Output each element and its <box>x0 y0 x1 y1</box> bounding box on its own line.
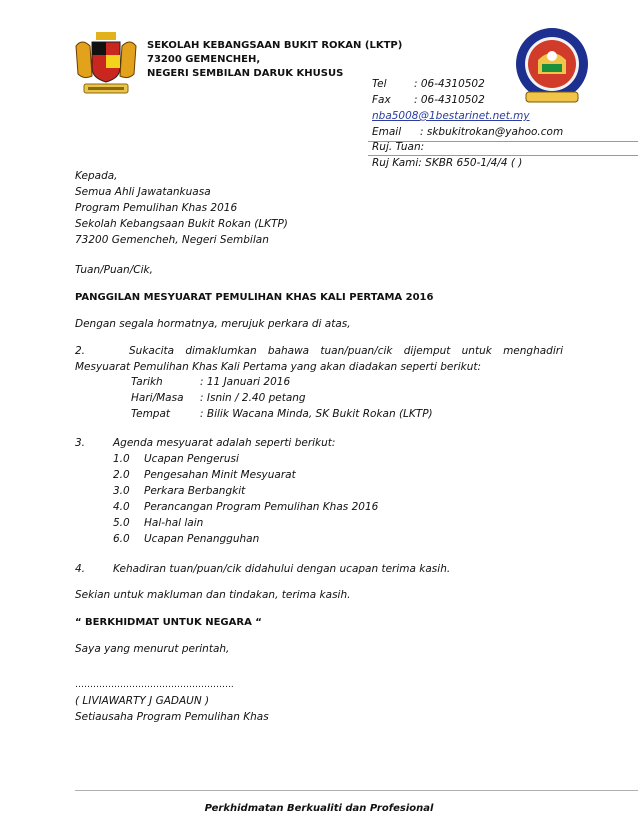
state-coat-of-arms-icon <box>72 30 140 100</box>
letter-subject: PANGGILAN MESYUARAT PEMULIHAN KHAS KALI PERTAMA 2016 <box>75 292 434 303</box>
fax-value: : 06-4310502 <box>414 94 485 106</box>
tel-label: Tel <box>372 78 387 90</box>
detail-hari-masa-value: : Isnin / 2.40 petang <box>200 392 306 404</box>
recipient-line-2: Semua Ahli Jawatankuasa <box>75 186 211 198</box>
agenda-item: Hal-hal lain <box>144 517 204 529</box>
salutation: Tuan/Puan/Cik, <box>75 264 153 276</box>
recipient-line-3: Program Pemulihan Khas 2016 <box>75 202 238 214</box>
motto: “ BERKHIDMAT UNTUK NEGARA “ <box>75 617 262 628</box>
footer <box>0 796 638 815</box>
signatory-title: Setiausaha Program Pemulihan Khas <box>75 711 269 723</box>
recipient-kepada: Kepada, <box>75 170 118 182</box>
ruj-tuan: Ruj. Tuan: <box>372 141 425 153</box>
agenda-item: Ucapan Penangguhan <box>144 533 260 545</box>
tel-value: : 06-4310502 <box>414 78 485 90</box>
signatory-name: ( LIVIAWARTY J GADAUN ) <box>75 695 210 707</box>
paragraph-3-text: Agenda mesyuarat adalah seperti berikut: <box>113 437 336 449</box>
paragraph-4-number: 4. <box>75 563 86 575</box>
paragraph-2-number: 2. <box>75 345 86 357</box>
paragraph-3-number: 3. <box>75 437 86 449</box>
fax-label: Fax <box>372 94 391 106</box>
recipient-line-5: 73200 Gemencheh, Negeri Sembilan <box>75 234 269 246</box>
agenda-no: 3.0 <box>113 485 130 497</box>
agenda-item: Ucapan Pengerusi <box>144 453 239 465</box>
signoff: Saya yang menurut perintah, <box>75 643 230 655</box>
recipient-line-4: Sekolah Kebangsaan Bukit Rokan (LKTP) <box>75 218 288 230</box>
closing-line: Sekian untuk makluman dan tindakan, terima kasih. <box>75 589 351 601</box>
agenda-no: 6.0 <box>113 533 130 545</box>
email-link-bestarinet[interactable]: nba5008@1bestarinet.net.my <box>372 110 530 122</box>
agenda-no: 1.0 <box>113 453 130 465</box>
school-name: SEKOLAH KEBANGSAAN BUKIT ROKAN (LKTP) <box>147 40 403 51</box>
opening-line: Dengan segala hormatnya, merujuk perkara di atas, <box>75 318 351 330</box>
school-postcode-town: 73200 GEMENCHEH, <box>147 54 261 65</box>
paragraph-2 <box>75 343 563 375</box>
school-crest-icon <box>514 26 590 108</box>
footer-text: Perkhidmatan Berkualiti dan Profesional <box>204 803 434 814</box>
agenda-item: Pengesahan Minit Mesyuarat <box>144 469 296 481</box>
detail-hari-masa-label: Hari/Masa <box>131 392 184 404</box>
detail-tarikh-value: : 11 Januari 2016 <box>200 376 291 388</box>
ruj-kami: Ruj Kami: SKBR 650-1/4/4 ( ) <box>372 157 523 169</box>
header-rule-2 <box>368 155 638 156</box>
email-label: Email <box>372 126 402 138</box>
signature-line: …………………………………………….. <box>75 680 234 690</box>
school-state: NEGERI SEMBILAN DARUK KHUSUS <box>147 68 344 79</box>
detail-tempat-value: : Bilik Wacana Minda, SK Bukit Rokan (LKTP) <box>200 408 433 420</box>
agenda-item: Perancangan Program Pemulihan Khas 2016 <box>144 501 379 513</box>
paragraph-2-text: Sukacita dimaklumkan bahawa tuan/puan/cik dijemput untuk menghadiri Mesyuarat Pemulihan Khas Kali Pertama yang akan diadakan seperti berikut: <box>75 345 563 373</box>
detail-tempat-label: Tempat <box>131 408 171 420</box>
detail-tarikh-label: Tarikh <box>131 376 163 388</box>
agenda-item: Perkara Berbangkit <box>144 485 246 497</box>
agenda-no: 2.0 <box>113 469 130 481</box>
footer-rule <box>75 790 638 791</box>
paragraph-4-text: Kehadiran tuan/puan/cik didahului dengan ucapan terima kasih. <box>113 563 451 575</box>
agenda-no: 4.0 <box>113 501 130 513</box>
email-value: : skbukitrokan@yahoo.com <box>420 126 564 138</box>
agenda-no: 5.0 <box>113 517 130 529</box>
